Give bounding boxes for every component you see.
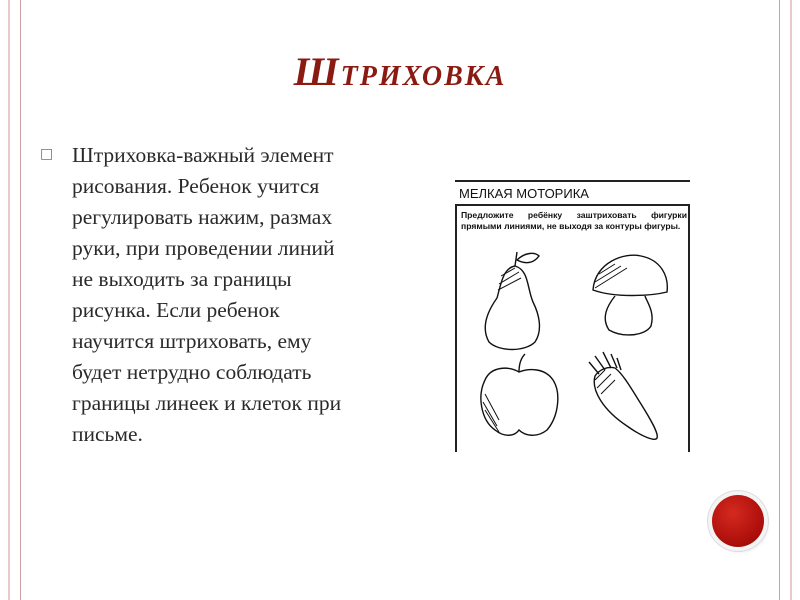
decorative-red-ball [712,495,764,547]
worksheet-image [455,180,690,452]
worksheet-figures [455,180,690,452]
worksheet-instruction: Предложите ребёнку заштриховать фигурки прямыми линиями, не выходя за контуры фигуры. [461,210,687,231]
worksheet-heading: МЕЛКАЯ МОТОРИКА [455,180,690,206]
square-bullet-icon: □ [40,146,54,162]
pear-icon [485,252,539,350]
carrot-icon [589,352,657,439]
bullet-text: Штриховка-важный элемент рисования. Ребенок учится регулировать нажим, размах руки, при проведении линий не выходить за границы рисунка. Если ребенок научится штриховать, ему будет нетрудно соблюдать границы линеек и клеток при письме. [72,143,342,446]
slide-title: Штриховка [293,49,507,94]
apple-icon [481,354,558,435]
mushroom-icon [593,255,667,335]
